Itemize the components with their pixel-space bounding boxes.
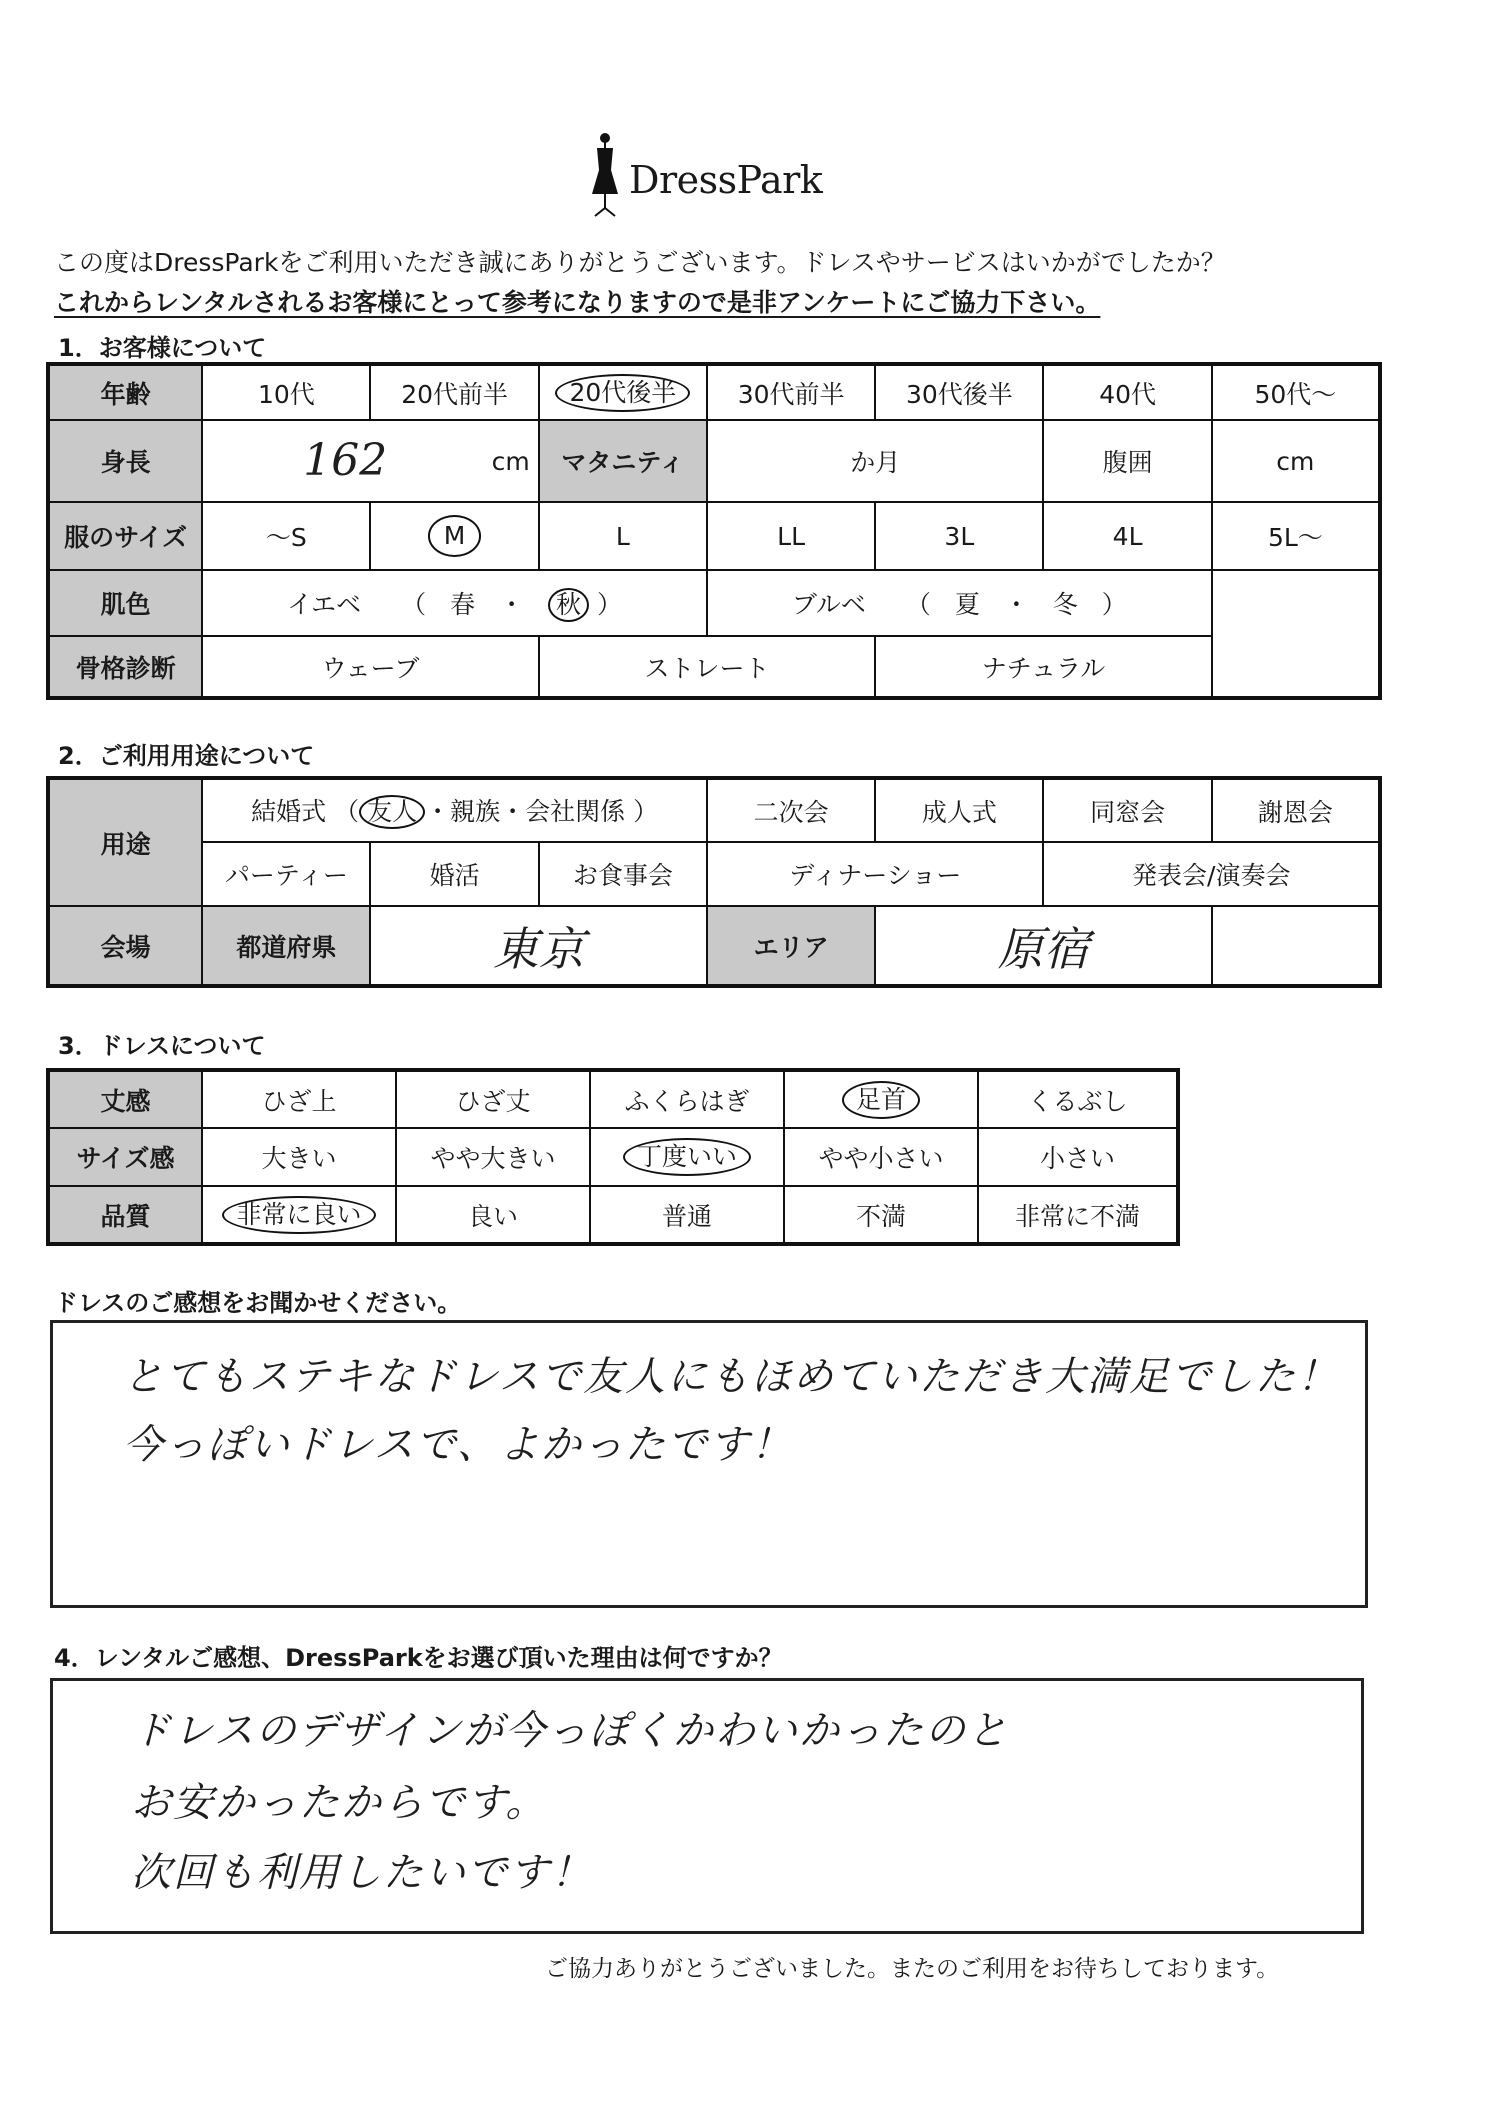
reason-line-2: お安かったからです。 — [131, 1780, 548, 1826]
section-1-title: 1．お客様について — [58, 334, 267, 362]
reason-line-3: 次回も利用したいです！ — [131, 1850, 593, 1896]
age-option[interactable]: 30代前半 — [707, 364, 875, 420]
purpose-option[interactable]: パーティー — [202, 842, 370, 906]
selection-circle: M — [428, 515, 482, 557]
skin-row — [48, 570, 1380, 636]
height-field[interactable] — [202, 420, 539, 502]
spring-option[interactable]: 春 — [450, 589, 476, 619]
purpose-option[interactable]: 同窓会 — [1043, 778, 1211, 842]
age-row — [48, 364, 1380, 420]
purpose-option[interactable]: 発表会/演奏会 — [1043, 842, 1380, 906]
age-option[interactable]: 10代 — [202, 364, 370, 420]
height-row — [48, 420, 1380, 502]
reason-line-1: ドレスのデザインが今っぽくかわいかったのと — [131, 1708, 1009, 1754]
maternity-months-field[interactable]: か月 — [707, 420, 1044, 502]
frame-option[interactable]: ナチュラル — [875, 636, 1212, 698]
length-label: 丈感 — [48, 1070, 202, 1128]
frame-row — [48, 636, 1380, 698]
purpose-option[interactable]: 婚活 — [370, 842, 538, 906]
purpose-option[interactable]: 二次会 — [707, 778, 875, 842]
purpose-table — [46, 776, 1382, 988]
reason-textbox[interactable] — [50, 1678, 1364, 1934]
frame-label: 骨格診断 — [48, 636, 202, 698]
venue-row — [48, 906, 1380, 986]
purpose-option[interactable]: 成人式 — [875, 778, 1043, 842]
fit-row — [48, 1128, 1178, 1186]
size-option[interactable]: 5L～ — [1212, 502, 1380, 570]
fit-option[interactable]: 大きい — [202, 1128, 396, 1186]
intro-line-1: この度はDressParkをご利用いただき誠にありがとうございます。ドレスやサービスはいかがでしたか？ — [54, 248, 1226, 277]
wedding-option[interactable]: 結婚式 （ 友人 ・親族・会社関係 ） — [202, 778, 707, 842]
fit-option-selected[interactable] — [590, 1128, 784, 1186]
purpose-label: 用途 — [48, 778, 202, 906]
impressions-prompt: ドレスのご感想をお聞かせください。 — [54, 1289, 462, 1317]
age-option[interactable]: 50代～ — [1212, 364, 1380, 420]
brand-logo — [585, 132, 825, 224]
customer-table — [46, 362, 1382, 700]
length-option[interactable]: ふくらはぎ — [590, 1070, 784, 1128]
age-option[interactable]: 40代 — [1043, 364, 1211, 420]
height-value: 162 — [303, 435, 388, 486]
winter-option[interactable]: 冬 — [1052, 590, 1078, 619]
purpose-row-2 — [48, 842, 1380, 906]
size-option[interactable]: LL — [707, 502, 875, 570]
size-option[interactable]: 3L — [875, 502, 1043, 570]
age-option[interactable]: 30代後半 — [875, 364, 1043, 420]
prefecture-value: 東京 — [492, 921, 585, 976]
quality-row — [48, 1186, 1178, 1244]
section-3-title: 3．ドレスについて — [58, 1032, 266, 1060]
dress-icon — [585, 132, 625, 222]
summer-option[interactable]: 夏 — [954, 590, 980, 619]
skin-label: 肌色 — [48, 570, 202, 636]
size-label: 服のサイズ — [48, 502, 202, 570]
size-option[interactable]: L — [539, 502, 707, 570]
selection-circle: 20代後半 — [555, 374, 690, 412]
height-unit: cm — [491, 447, 530, 476]
purpose-option[interactable]: お食事会 — [539, 842, 707, 906]
length-option-selected[interactable] — [784, 1070, 978, 1128]
fit-label: サイズ感 — [48, 1128, 202, 1186]
age-option-selected[interactable] — [539, 364, 707, 420]
age-option[interactable]: 20代前半 — [370, 364, 538, 420]
area-label: エリア — [707, 906, 875, 986]
size-row — [48, 502, 1380, 570]
quality-option[interactable]: 良い — [396, 1186, 590, 1244]
intro-line-2: これからレンタルされるお客様にとって参考になりますので是非アンケートにご協力下さい。 — [54, 288, 1101, 317]
section-4-title: 4．レンタルご感想、DressParkをお選び頂いた理由は何ですか？ — [54, 1644, 783, 1672]
selection-circle: 足首 — [842, 1081, 920, 1119]
size-option[interactable]: 4L — [1043, 502, 1211, 570]
blue-base-option[interactable]: ブルベ （ 夏 ・ 冬 ） — [707, 570, 1212, 636]
size-option[interactable]: ～S — [202, 502, 370, 570]
quality-label: 品質 — [48, 1186, 202, 1244]
purpose-option[interactable]: 謝恩会 — [1212, 778, 1380, 842]
area-field[interactable] — [875, 906, 1212, 986]
size-option-selected[interactable] — [370, 502, 538, 570]
length-option[interactable]: ひざ丈 — [396, 1070, 590, 1128]
fit-option[interactable]: やや小さい — [784, 1128, 978, 1186]
prefecture-field[interactable] — [370, 906, 707, 986]
height-label: 身長 — [48, 420, 202, 502]
frame-option[interactable]: ウェーブ — [202, 636, 539, 698]
fit-option[interactable]: 小さい — [978, 1128, 1178, 1186]
waist-field[interactable]: cm — [1212, 420, 1380, 502]
impressions-textbox[interactable] — [50, 1320, 1368, 1608]
maternity-label: マタニティ — [539, 420, 707, 502]
frame-option[interactable]: ストレート — [539, 636, 876, 698]
waist-label: 腹囲 — [1043, 420, 1211, 502]
fit-option[interactable]: やや大きい — [396, 1128, 590, 1186]
dress-table — [46, 1068, 1180, 1246]
quality-option[interactable]: 非常に不満 — [978, 1186, 1178, 1244]
quality-option-selected[interactable] — [202, 1186, 396, 1244]
impressions-line-1: とてもステキなドレスで友人にもほめていただき大満足でした！ — [123, 1354, 1339, 1400]
impressions-line-2: 今っぽいドレスで、よかったです！ — [123, 1422, 793, 1468]
length-option[interactable]: ひざ上 — [202, 1070, 396, 1128]
purpose-option[interactable]: ディナーショー — [707, 842, 1044, 906]
footer-thanks: ご協力ありがとうございました。またのご利用をお待ちしております。 — [545, 1956, 1280, 1982]
prefecture-label: 都道府県 — [202, 906, 370, 986]
age-label: 年齢 — [48, 364, 202, 420]
quality-option[interactable]: 不満 — [784, 1186, 978, 1244]
yellow-base-option[interactable]: イエベ （ 春 ・ 秋 ） — [202, 570, 707, 636]
purpose-row-1 — [48, 778, 1380, 842]
length-row — [48, 1070, 1178, 1128]
selection-circle: 非常に良い — [222, 1196, 375, 1234]
selection-circle: 丁度いい — [623, 1138, 751, 1176]
venue-label: 会場 — [48, 906, 202, 986]
area-value: 原宿 — [997, 921, 1090, 976]
section-2-title: 2．ご利用用途について — [58, 742, 315, 770]
autumn-option-selected[interactable]: 秋 — [548, 588, 589, 622]
length-option[interactable]: くるぶし — [978, 1070, 1178, 1128]
brand-name: DressPark — [629, 158, 823, 202]
wedding-friend-selected[interactable]: 友人 — [359, 795, 425, 829]
quality-option[interactable]: 普通 — [590, 1186, 784, 1244]
